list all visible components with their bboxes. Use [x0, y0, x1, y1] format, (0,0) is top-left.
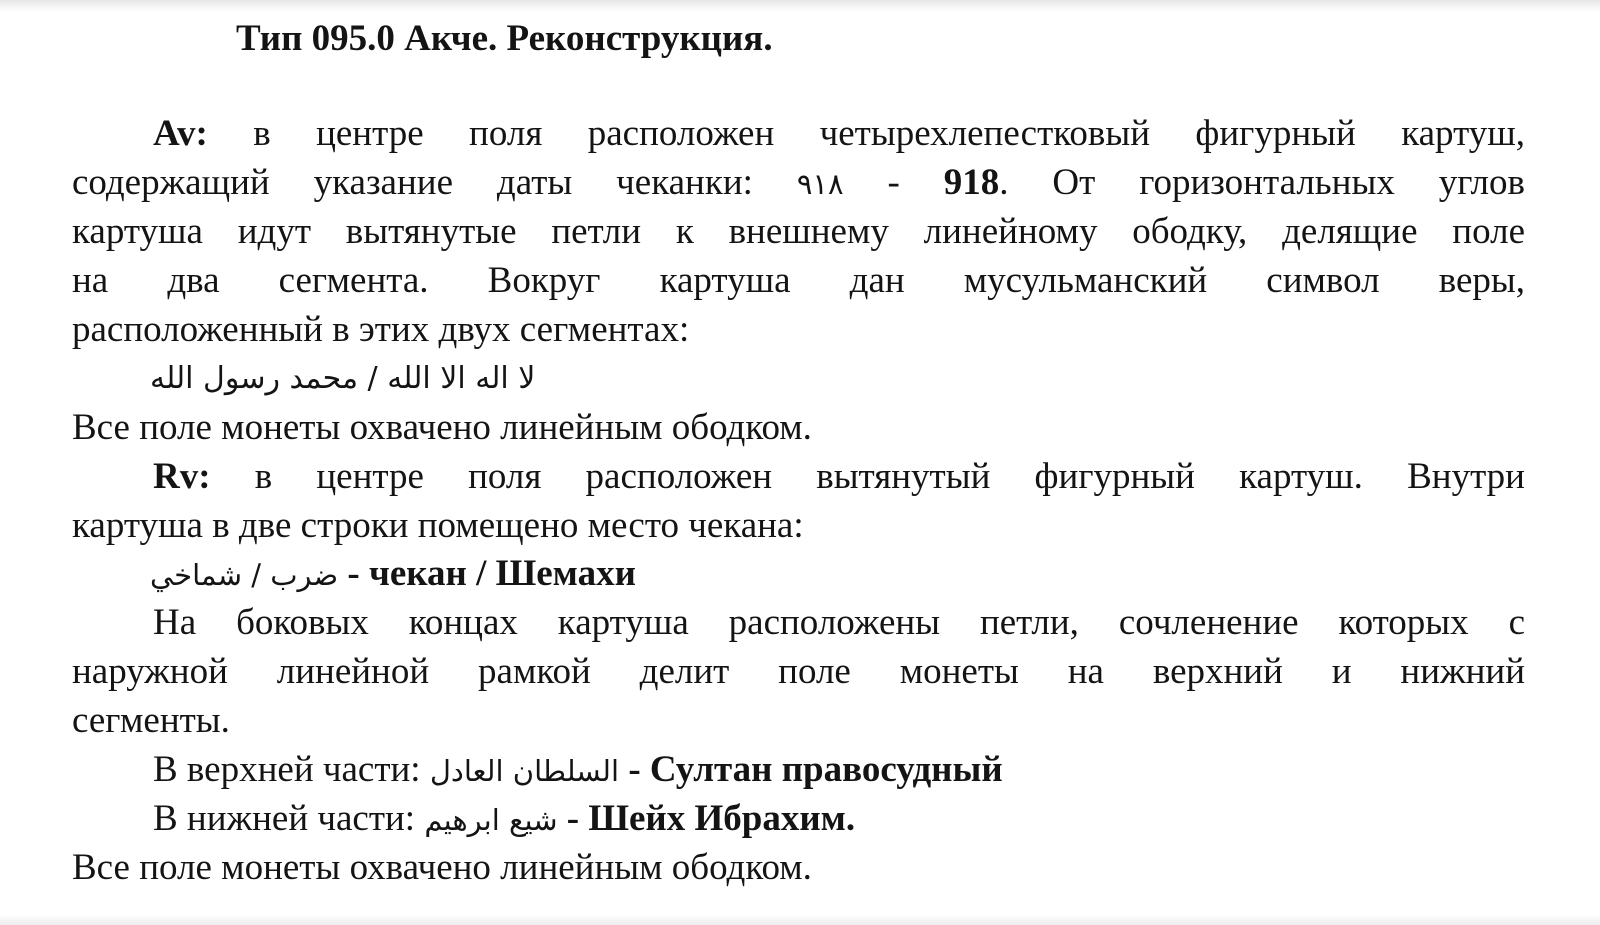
av-paragraph-line-2: [72, 158, 1525, 207]
upper-segment-line: [153, 745, 1525, 794]
av-line2-start: содержащий указание даты чеканки:: [72, 162, 797, 203]
av-label: Av:: [153, 113, 208, 154]
av-paragraph-line-5: расположенный в этих двух сегментах:: [72, 309, 690, 350]
loops-line-1: На боковых концах картуша расположены петли, сочленение которых с: [153, 602, 1525, 643]
upper-arabic: السلطان العادل: [429, 754, 620, 788]
loops-line-2: наружной линейной рамкой делит поле монеты на верхний и нижний: [72, 651, 1525, 692]
mint-translation: чекан / Шемахи: [368, 553, 636, 594]
creed-arabic: لا اله الا الله / محمد رسول الله: [150, 361, 536, 396]
rv-line1-text: в центре поля расположен вытянутый фигурный картуш. Внутри: [210, 456, 1525, 497]
av-line2-end: . От горизонтальных углов: [999, 162, 1525, 203]
date-number: 918: [943, 162, 1000, 203]
rv-rim-line: Все поле монеты охвачено линейным ободком.: [72, 847, 812, 888]
lower-arabic: شيع ابرهيم: [424, 803, 558, 837]
bottom-edge-shadow: [0, 915, 1600, 925]
top-edge-shadow: [0, 0, 1600, 12]
lower-dash: -: [557, 798, 589, 839]
document-title: Тип 095.0 Акче. Реконструкция.: [236, 18, 773, 59]
date-arabic: ٩١٨: [796, 167, 844, 201]
mint-line: [150, 549, 636, 600]
mint-dash: -: [338, 553, 369, 594]
rv-paragraph-line-2: картуша в две строки помещено место чекана:: [72, 505, 804, 546]
lower-segment-line: [153, 794, 1525, 843]
lower-label: В нижней части:: [153, 798, 425, 839]
rv-paragraph-line-1: [153, 452, 1525, 501]
av-paragraph-line-1: [153, 109, 1525, 158]
creed-line: [150, 352, 535, 403]
loops-line-3: сегменты.: [72, 700, 230, 741]
upper-dash: -: [619, 749, 650, 790]
av-rim-line: Все поле монеты охвачено линейным ободком.: [72, 407, 812, 448]
av-line1-text: в центре поля расположен четырехлепестковый фигурный картуш,: [207, 113, 1525, 154]
upper-translation: Султан правосудный: [649, 749, 1003, 790]
av-paragraph-line-3: картуша идут вытянутые петли к внешнему линейному ободку, делящие поле: [72, 211, 1525, 252]
av-paragraph-line-4: на два сегмента. Вокруг картуша дан мусульманский символ веры,: [72, 260, 1525, 301]
rv-label: Rv:: [153, 456, 211, 497]
upper-label: В верхней части:: [153, 749, 430, 790]
av-line2-dash: -: [843, 162, 944, 203]
lower-translation: Шейх Ибрахим.: [588, 798, 856, 839]
mint-arabic: ضرب / شماخي: [150, 558, 339, 592]
